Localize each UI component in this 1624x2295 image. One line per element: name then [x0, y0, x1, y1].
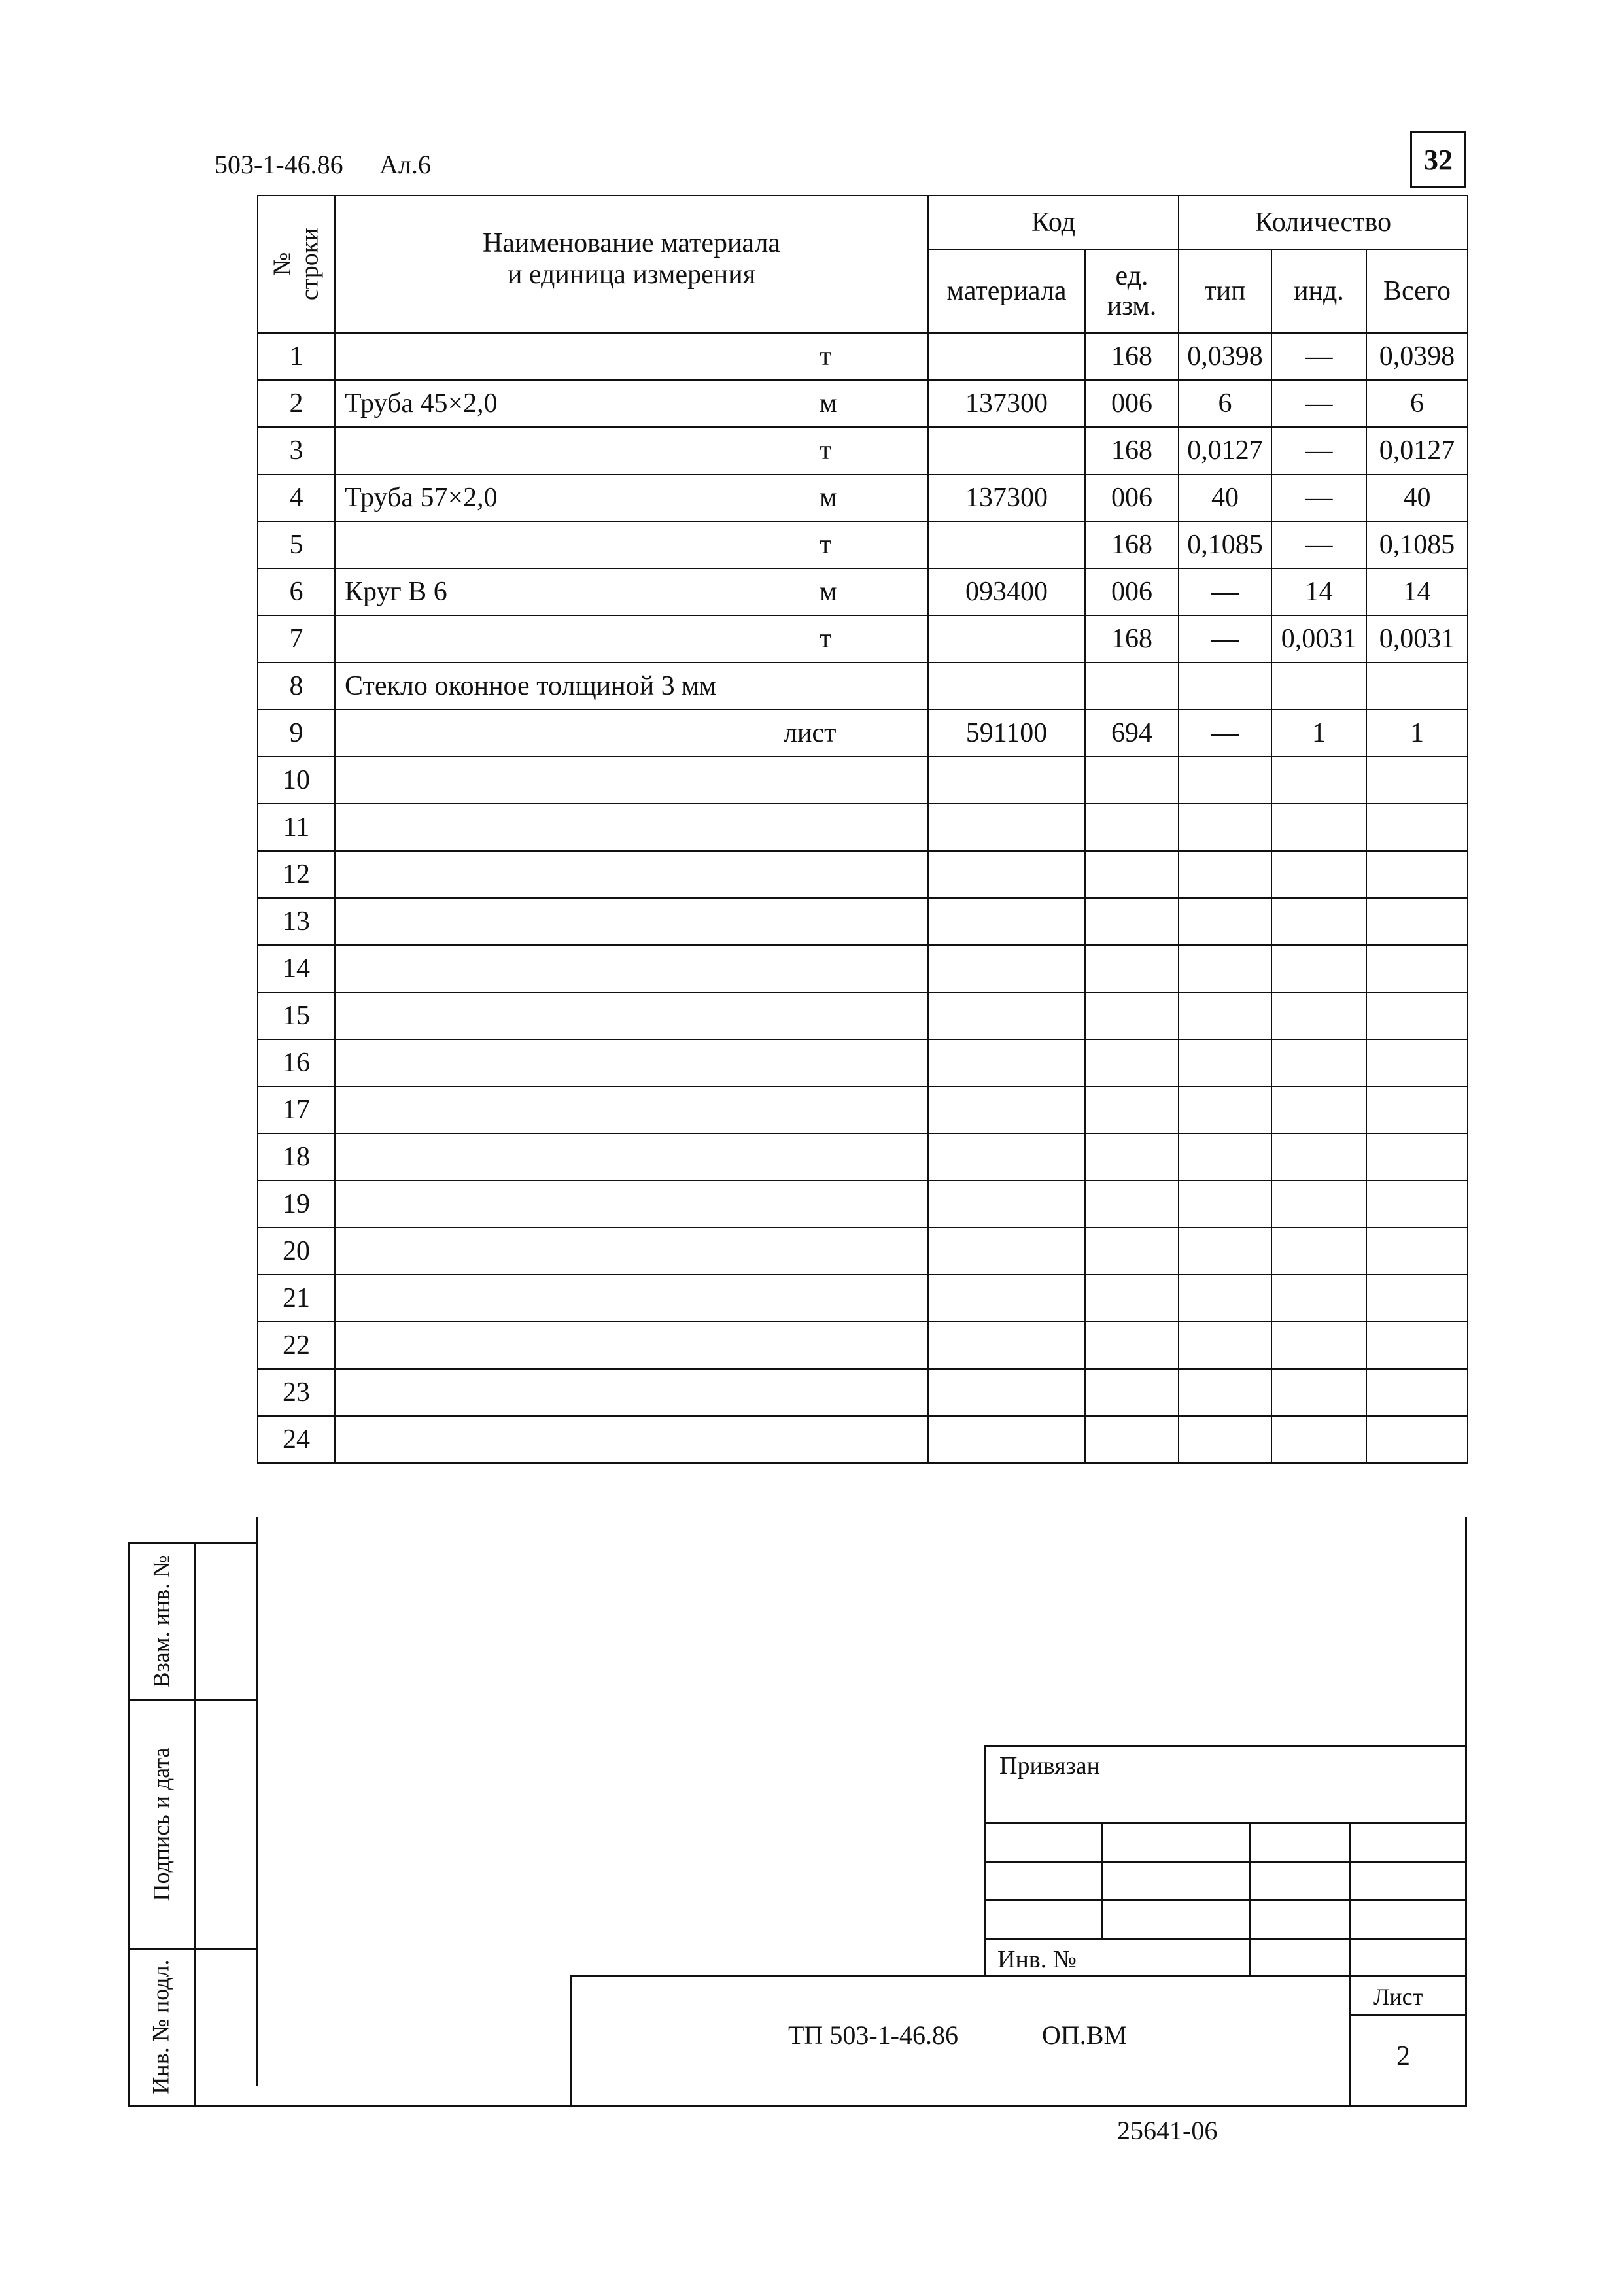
col-header-row-no — [258, 196, 335, 333]
col-header-code-group: Код — [928, 196, 1179, 249]
row-material-code — [928, 1039, 1085, 1086]
row-qty-type — [1179, 1039, 1271, 1086]
row-unit-code — [1085, 1228, 1179, 1275]
row-qty-ind — [1271, 757, 1366, 804]
privyazan-left — [984, 1745, 986, 1975]
row-qty-type: — — [1179, 615, 1271, 663]
row-unit-code — [1085, 1416, 1179, 1463]
doc-mark: ОП.ВМ — [1042, 2020, 1128, 2050]
row-name-cell — [335, 615, 928, 663]
row-unit: т — [820, 341, 832, 371]
row-unit-code — [1085, 1369, 1179, 1416]
row-unit-code — [1085, 1181, 1179, 1228]
row-name-cell — [335, 521, 928, 568]
row-name-cell — [335, 333, 928, 380]
row-material-code — [928, 663, 1085, 710]
privyazan-v2 — [1249, 1822, 1251, 1975]
table-row — [258, 1133, 1468, 1181]
row-qty-total — [1366, 851, 1468, 898]
row-number: 17 — [258, 1086, 335, 1133]
row-qty-type: — — [1179, 710, 1271, 757]
frame-line-left-upper — [256, 1517, 258, 2086]
row-material-code — [928, 1086, 1085, 1133]
row-material-code — [928, 898, 1085, 945]
row-name-cell — [335, 898, 928, 945]
row-material-code: 093400 — [928, 568, 1085, 615]
row-qty-ind: — — [1271, 474, 1366, 521]
table-row — [258, 1369, 1468, 1416]
row-material-code — [928, 1275, 1085, 1322]
row-qty-ind — [1271, 1416, 1366, 1463]
row-name-cell — [335, 710, 928, 757]
row-unit-code — [1085, 851, 1179, 898]
row-qty-ind: 0,0031 — [1271, 615, 1366, 663]
row-name-cell — [335, 663, 928, 710]
row-number: 1 — [258, 333, 335, 380]
side-label-vzam — [128, 1544, 194, 1699]
titleblock-top — [570, 1975, 1467, 1977]
row-material-code — [928, 615, 1085, 663]
side-label-podpis — [128, 1700, 194, 1948]
row-unit: м — [820, 388, 837, 419]
row-qty-total: 40 — [1366, 474, 1468, 521]
archive-number: 25641-06 — [1117, 2116, 1218, 2145]
row-qty-type — [1179, 1369, 1271, 1416]
row-unit: м — [820, 483, 837, 513]
row-unit-code — [1085, 804, 1179, 851]
privyazan-top — [984, 1745, 1467, 1747]
page-number: 32 — [1424, 143, 1453, 176]
row-material-code — [928, 1322, 1085, 1369]
row-qty-total — [1366, 1369, 1468, 1416]
row-number: 12 — [258, 851, 335, 898]
row-qty-total: 6 — [1366, 380, 1468, 427]
row-unit: лист — [784, 718, 837, 748]
row-qty-total — [1366, 1039, 1468, 1086]
table-row — [258, 1181, 1468, 1228]
row-qty-ind — [1271, 663, 1366, 710]
row-qty-ind: — — [1271, 380, 1366, 427]
table-row — [258, 1416, 1468, 1463]
row-unit: т — [820, 530, 832, 560]
table-row — [258, 663, 1468, 710]
row-name-cell — [335, 992, 928, 1039]
table-row — [258, 568, 1468, 615]
row-qty-total — [1366, 1133, 1468, 1181]
table-row — [258, 380, 1468, 427]
row-qty-type — [1179, 945, 1271, 992]
row-qty-ind — [1271, 1086, 1366, 1133]
table-row — [258, 1039, 1468, 1086]
col-header-code-unit — [1085, 249, 1179, 333]
row-qty-ind — [1271, 1133, 1366, 1181]
row-number: 2 — [258, 380, 335, 427]
row-qty-total — [1366, 1275, 1468, 1322]
row-qty-type — [1179, 1086, 1271, 1133]
row-unit-code: 006 — [1085, 474, 1179, 521]
doc-designation: ТП 503-1-46.86 — [788, 2020, 958, 2050]
titleblock-sheet-divider — [1349, 1975, 1351, 2106]
row-unit-code: 168 — [1085, 333, 1179, 380]
inv-no-label: Инв. № — [997, 1946, 1077, 1973]
col-header-qty-group: Количество — [1179, 196, 1468, 249]
row-material-code — [928, 992, 1085, 1039]
sheet-label: Лист — [1373, 1984, 1423, 2010]
row-name-cell — [335, 851, 928, 898]
row-qty-total: 0,0127 — [1366, 427, 1468, 474]
row-material-code — [928, 521, 1085, 568]
privyazan-h1 — [984, 1822, 1467, 1824]
row-qty-type — [1179, 804, 1271, 851]
col-header-code-unit-text: ед. изм. — [1107, 260, 1157, 321]
row-qty-type: 0,1085 — [1179, 521, 1271, 568]
row-number: 6 — [258, 568, 335, 615]
row-number: 21 — [258, 1275, 335, 1322]
row-name-cell — [335, 757, 928, 804]
side-label-inv-podl — [128, 1949, 194, 2105]
row-unit-code — [1085, 1086, 1179, 1133]
row-name-cell — [335, 1416, 928, 1463]
table-row — [258, 898, 1468, 945]
row-name-cell — [335, 1039, 928, 1086]
row-qty-type — [1179, 1416, 1271, 1463]
row-unit: м — [820, 577, 837, 607]
row-number: 22 — [258, 1322, 335, 1369]
titleblock-left — [570, 1975, 572, 2106]
row-qty-total — [1366, 1416, 1468, 1463]
table-row — [258, 945, 1468, 992]
row-qty-ind — [1271, 898, 1366, 945]
row-unit-code — [1085, 757, 1179, 804]
row-unit: т — [820, 436, 832, 466]
row-qty-type — [1179, 757, 1271, 804]
row-qty-type — [1179, 1133, 1271, 1181]
row-unit-code — [1085, 992, 1179, 1039]
row-name-cell — [335, 945, 928, 992]
col-header-row-no-text: № строки — [268, 228, 323, 300]
row-number: 10 — [258, 757, 335, 804]
row-qty-type: — — [1179, 568, 1271, 615]
row-qty-type: 40 — [1179, 474, 1271, 521]
row-material-code — [928, 757, 1085, 804]
row-unit-code: 168 — [1085, 615, 1179, 663]
row-number: 14 — [258, 945, 335, 992]
row-number: 18 — [258, 1133, 335, 1181]
row-number: 3 — [258, 427, 335, 474]
row-material-code — [928, 1181, 1085, 1228]
row-qty-total: 0,0398 — [1366, 333, 1468, 380]
row-number: 19 — [258, 1181, 335, 1228]
row-qty-total — [1366, 663, 1468, 710]
row-unit-code: 006 — [1085, 380, 1179, 427]
row-material-code — [928, 333, 1085, 380]
row-name-cell — [335, 568, 928, 615]
row-qty-total — [1366, 1322, 1468, 1369]
privyazan-v3 — [1349, 1822, 1351, 1975]
row-name-cell — [335, 804, 928, 851]
row-qty-ind — [1271, 1322, 1366, 1369]
col-header-code-material: материала — [928, 249, 1085, 333]
table-row — [258, 757, 1468, 804]
row-qty-ind — [1271, 1275, 1366, 1322]
row-qty-type — [1179, 898, 1271, 945]
row-material-code: 137300 — [928, 474, 1085, 521]
row-name-cell — [335, 1086, 928, 1133]
row-material-code — [928, 1133, 1085, 1181]
row-unit-code — [1085, 1322, 1179, 1369]
row-unit-code — [1085, 663, 1179, 710]
row-unit-code: 694 — [1085, 710, 1179, 757]
table-row — [258, 1086, 1468, 1133]
materials-table — [257, 195, 1468, 1464]
row-number: 16 — [258, 1039, 335, 1086]
col-header-qty-type: тип — [1179, 249, 1271, 333]
privyazan-h2 — [984, 1861, 1467, 1863]
side-label-podpis-text: Подпись и дата — [148, 1747, 175, 1901]
row-qty-ind: 14 — [1271, 568, 1366, 615]
row-qty-ind — [1271, 804, 1366, 851]
row-material-code — [928, 804, 1085, 851]
row-qty-total — [1366, 1228, 1468, 1275]
row-name-cell — [335, 1369, 928, 1416]
row-material-code — [928, 1369, 1085, 1416]
row-material-name: Труба 45×2,0 — [345, 388, 498, 419]
row-number: 23 — [258, 1369, 335, 1416]
row-number: 5 — [258, 521, 335, 568]
table-row — [258, 1275, 1468, 1322]
row-material-code — [928, 945, 1085, 992]
row-number: 20 — [258, 1228, 335, 1275]
frame-line-bottom — [128, 2105, 1467, 2107]
row-material-name: Стекло оконное толщиной 3 мм — [345, 671, 717, 701]
row-qty-total: 0,0031 — [1366, 615, 1468, 663]
row-material-code: 591100 — [928, 710, 1085, 757]
col-header-qty-ind: инд. — [1271, 249, 1366, 333]
row-qty-ind — [1271, 1181, 1366, 1228]
table-row — [258, 710, 1468, 757]
row-qty-total: 14 — [1366, 568, 1468, 615]
row-qty-total — [1366, 1086, 1468, 1133]
row-qty-ind: — — [1271, 427, 1366, 474]
row-unit-code — [1085, 945, 1179, 992]
materials-table-body — [258, 333, 1468, 1463]
row-material-name: Труба 57×2,0 — [345, 483, 498, 513]
row-name-cell — [335, 1133, 928, 1181]
row-qty-ind: 1 — [1271, 710, 1366, 757]
row-material-code — [928, 427, 1085, 474]
row-qty-ind: — — [1271, 333, 1366, 380]
row-qty-type — [1179, 663, 1271, 710]
row-number: 24 — [258, 1416, 335, 1463]
row-unit-code — [1085, 1133, 1179, 1181]
row-qty-ind — [1271, 945, 1366, 992]
table-row — [258, 333, 1468, 380]
row-name-cell — [335, 380, 928, 427]
privyazan-h3 — [984, 1899, 1467, 1901]
table-row — [258, 1228, 1468, 1275]
row-qty-total: 1 — [1366, 710, 1468, 757]
table-row — [258, 427, 1468, 474]
row-qty-ind — [1271, 851, 1366, 898]
row-qty-type — [1179, 1275, 1271, 1322]
table-row — [258, 474, 1468, 521]
row-name-cell — [335, 1228, 928, 1275]
row-qty-total — [1366, 898, 1468, 945]
row-material-code — [928, 851, 1085, 898]
col-header-name-text: Наименование материала и единица измерения — [482, 228, 781, 290]
row-qty-type: 0,0398 — [1179, 333, 1271, 380]
row-qty-ind — [1271, 1369, 1366, 1416]
row-number: 7 — [258, 615, 335, 663]
table-row — [258, 804, 1468, 851]
row-unit-code — [1085, 1039, 1179, 1086]
col-header-qty-total: Всего — [1366, 249, 1468, 333]
row-material-code — [928, 1416, 1085, 1463]
table-row — [258, 992, 1468, 1039]
row-number: 13 — [258, 898, 335, 945]
row-qty-total: 0,1085 — [1366, 521, 1468, 568]
row-unit-code: 168 — [1085, 427, 1179, 474]
side-label-inv-podl-text: Инв. № подл. — [148, 1959, 174, 2094]
table-row — [258, 1322, 1468, 1369]
row-name-cell — [335, 474, 928, 521]
row-qty-type — [1179, 851, 1271, 898]
row-qty-type — [1179, 992, 1271, 1039]
privyazan-h4 — [984, 1938, 1467, 1940]
row-unit-code: 006 — [1085, 568, 1179, 615]
frame-line-right — [1465, 1517, 1467, 2106]
document-code: 503-1-46.86 — [215, 150, 343, 179]
row-material-code: 137300 — [928, 380, 1085, 427]
row-name-cell — [335, 1181, 928, 1228]
sheet-number: 2 — [1396, 2041, 1410, 2071]
row-number: 15 — [258, 992, 335, 1039]
row-number: 4 — [258, 474, 335, 521]
row-qty-total — [1366, 945, 1468, 992]
row-name-cell — [335, 1275, 928, 1322]
row-qty-ind — [1271, 1228, 1366, 1275]
row-material-code — [928, 1228, 1085, 1275]
row-qty-type: 0,0127 — [1179, 427, 1271, 474]
row-qty-type — [1179, 1181, 1271, 1228]
side-label-vzam-text: Взам. инв. № — [148, 1555, 174, 1688]
row-qty-total — [1366, 1181, 1468, 1228]
side-stamp-inner — [194, 1542, 196, 2106]
row-number: 11 — [258, 804, 335, 851]
row-qty-total — [1366, 757, 1468, 804]
row-name-cell — [335, 427, 928, 474]
privyazan-v1 — [1101, 1822, 1103, 1938]
table-row — [258, 851, 1468, 898]
row-unit-code — [1085, 1275, 1179, 1322]
col-header-name — [335, 196, 928, 333]
row-number: 8 — [258, 663, 335, 710]
row-qty-ind: — — [1271, 521, 1366, 568]
titleblock-sheet-h — [1349, 2014, 1467, 2016]
row-qty-ind — [1271, 1039, 1366, 1086]
row-material-name: Круг В 6 — [345, 577, 447, 607]
page-number-box — [1410, 131, 1466, 188]
row-name-cell — [335, 1322, 928, 1369]
row-qty-total — [1366, 804, 1468, 851]
album-label: Ал.6 — [379, 150, 431, 179]
row-unit-code — [1085, 898, 1179, 945]
row-qty-total — [1366, 992, 1468, 1039]
privyazan-label: Привязан — [999, 1752, 1100, 1780]
row-qty-type — [1179, 1322, 1271, 1369]
row-unit-code: 168 — [1085, 521, 1179, 568]
row-unit: т — [820, 624, 832, 654]
row-qty-ind — [1271, 992, 1366, 1039]
row-qty-type: 6 — [1179, 380, 1271, 427]
row-number: 9 — [258, 710, 335, 757]
table-row — [258, 521, 1468, 568]
row-qty-type — [1179, 1228, 1271, 1275]
table-row — [258, 615, 1468, 663]
